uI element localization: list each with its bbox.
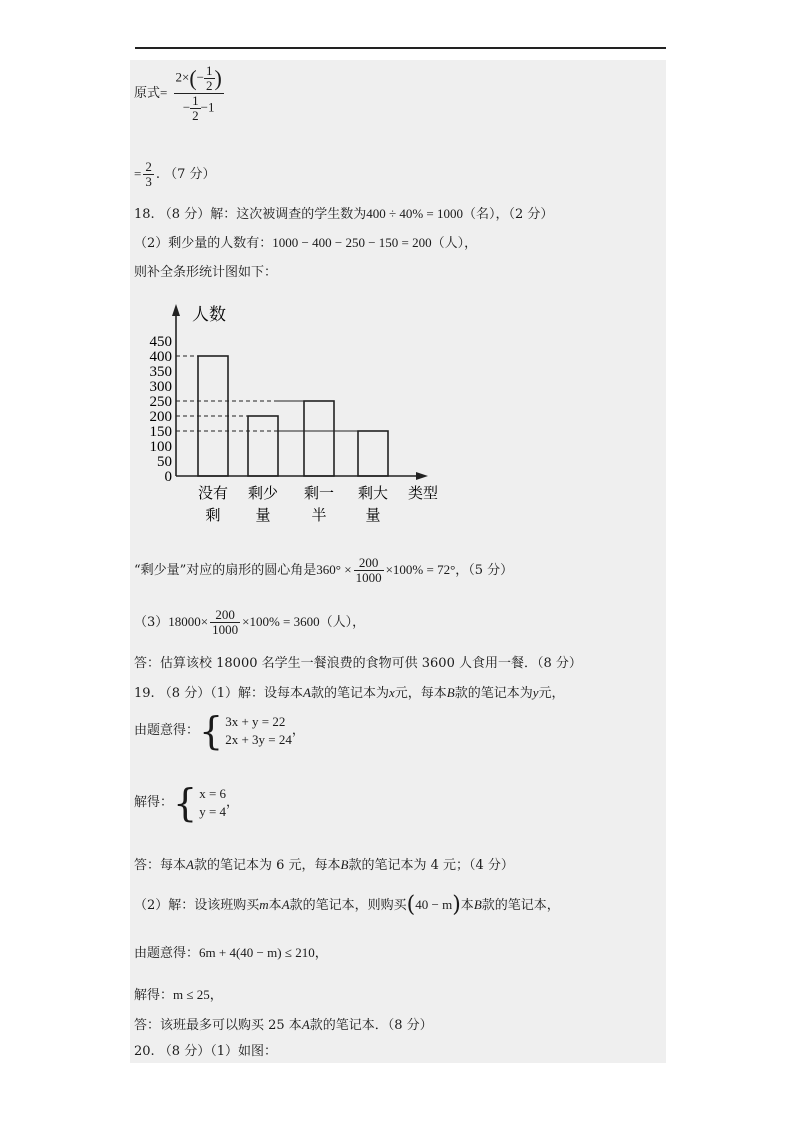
q18-l1-tail: （名），（2 分） xyxy=(463,207,554,222)
q17-res-num: 2 xyxy=(145,159,152,174)
y-tick-label: 400 xyxy=(149,349,172,365)
q17-inner-fraction xyxy=(204,64,215,93)
q18-l5-m1: 18000× xyxy=(168,614,209,629)
q19-l7-tail: ， xyxy=(209,988,223,1003)
q19-sys2-tail: ， xyxy=(226,795,240,810)
q19-sys2-a: x = 6 xyxy=(199,786,227,801)
bar xyxy=(304,401,334,476)
q17-res-eq: = xyxy=(134,166,142,181)
q19-system1-brace: { xyxy=(199,709,224,753)
q19-line-6 xyxy=(134,944,328,963)
x-tick-label: 没有 xyxy=(197,486,229,502)
q19-l5-m: m xyxy=(259,897,269,912)
q17-num-text: 2× xyxy=(175,69,190,85)
q17-inner-num: 1 xyxy=(206,63,213,78)
q19-l4-text: 答：每本 xyxy=(134,858,187,873)
q19-sys1-b: 2x + 3y = 24 xyxy=(225,732,292,747)
q19-line-5: （2）解：设该班购买m本A款的笔记本，则购买(40 − m)本B款的笔记本， xyxy=(134,892,560,918)
q19-l8-text: 答：该班最多可以购买 25 本 xyxy=(134,1018,302,1033)
q19-line-8 xyxy=(134,1016,433,1035)
q19-l5-tail: 款的笔记本， xyxy=(481,898,560,913)
q18-l5-m2: ×100% = 3600 xyxy=(242,614,320,629)
q17-den-den: 2 xyxy=(192,108,199,123)
y-tick-label: 450 xyxy=(149,334,172,350)
x-tick-label: 剩一 xyxy=(303,486,335,502)
q17-den-num: 1 xyxy=(192,93,199,108)
x-tick-label: 剩少 xyxy=(247,486,279,502)
q19-l1-y: y xyxy=(532,685,539,700)
q19-l1-mid: 款的笔记本为 xyxy=(310,686,389,701)
q17-result xyxy=(134,160,216,189)
x-tick-label: 剩 xyxy=(205,508,221,524)
q19-system1 xyxy=(225,713,292,749)
x-tick-label: 半 xyxy=(311,508,327,524)
y-axis-arrow xyxy=(172,304,180,316)
q18-line-3 xyxy=(134,264,277,282)
q18-l4-text: “剩少量”对应的扇形的圆心角是 xyxy=(134,563,317,578)
q18-l4-fraction xyxy=(354,556,384,585)
y-tick-label: 250 xyxy=(149,394,172,410)
q19-sys1-a: 3x + y = 22 xyxy=(225,714,286,729)
q19-l1-mid3: 款的笔记本为 xyxy=(454,686,533,701)
y-tick-label: 50 xyxy=(157,454,172,470)
q17-main-denominator xyxy=(174,94,224,123)
x-axis-label: 类型 xyxy=(408,486,439,502)
q17-main-fraction xyxy=(174,64,224,123)
q19-line-2 xyxy=(134,709,305,753)
bar xyxy=(248,416,278,476)
q18-l4-den: 1000 xyxy=(355,570,382,585)
q17-lead: 原式 xyxy=(134,86,161,101)
q18-l4-m2: ×100% = 72° xyxy=(385,562,456,577)
q19-l4-A: A xyxy=(186,857,194,872)
y-tick-label: 150 xyxy=(149,424,172,440)
q20-line-1 xyxy=(134,1043,277,1061)
q18-l2-tail: （人）， xyxy=(431,236,478,251)
q19-l7-text: 解得： xyxy=(134,988,174,1003)
q19-l5-expr: 40 − m xyxy=(415,897,453,912)
q18-line-1 xyxy=(134,205,553,224)
q17-den-tail: −1 xyxy=(200,99,215,115)
q19-l1-text: 19. （8 分）（1）解：设每本 xyxy=(134,686,303,701)
q18-l2-text: （2）剩少量的人数有： xyxy=(134,236,273,251)
q17-den-minus: − xyxy=(182,99,191,115)
q19-l6-text: 由题意得： xyxy=(134,946,200,961)
y-tick-label: 0 xyxy=(164,469,172,485)
q19-line-7 xyxy=(134,986,223,1005)
q19-l1-x: x xyxy=(388,685,395,700)
q19-l4-B: B xyxy=(340,857,349,872)
q19-l7-math: m ≤ 25 xyxy=(173,987,210,1002)
q19-l5-B: B xyxy=(473,897,482,912)
q19-system2 xyxy=(199,785,226,821)
header-rule xyxy=(135,47,666,49)
q17-res-fraction xyxy=(143,160,154,189)
q19-l5-text: （2）解：设该班购买 xyxy=(134,898,260,913)
q19-l4-tail: 款的笔记本为 4 元；（4 分） xyxy=(348,858,514,873)
q19-line-1 xyxy=(134,684,565,703)
q19-l8-A: A xyxy=(301,1017,310,1032)
y-tick-label: 200 xyxy=(149,409,172,425)
q18-line-5 xyxy=(134,608,365,637)
q19-l1-A: A xyxy=(302,685,311,700)
q18-line-6 xyxy=(134,655,582,673)
q19-l6-tail: ， xyxy=(314,946,328,961)
q18-l2-math: 1000 − 400 − 250 − 150 = 200 xyxy=(272,235,432,250)
q18-l5-text: （3） xyxy=(134,615,169,630)
q19-l3-text: 解得： xyxy=(134,795,174,810)
y-tick-label: 350 xyxy=(149,364,172,380)
x-tick-label: 剩大 xyxy=(357,486,389,502)
q19-l4-mid: 款的笔记本为 6 元，每本 xyxy=(193,858,341,873)
q19-l2-text: 由题意得： xyxy=(134,723,200,738)
q19-system2-brace: { xyxy=(173,781,198,825)
q19-l1-B: B xyxy=(446,685,455,700)
y-tick-label: 100 xyxy=(149,439,172,455)
q19-l1-tail: 元， xyxy=(538,686,565,701)
x-tick-label: 量 xyxy=(255,508,271,524)
q18-l4-tail: ，（5 分） xyxy=(455,563,514,578)
q18-l4-m1: 360° × xyxy=(316,562,352,577)
q17-inner-den: 2 xyxy=(206,78,213,93)
q17-den-fraction xyxy=(190,94,201,123)
y-axis-label: 人数 xyxy=(192,305,226,324)
q19-l5-mid3: 本 xyxy=(460,898,474,913)
q19-l5-mid: 本 xyxy=(268,898,282,913)
q19-line-3 xyxy=(134,781,240,825)
q19-sys2-b: y = 4 xyxy=(199,804,227,819)
y-tick-label: 300 xyxy=(149,379,172,395)
q19-l6-math: 6m + 4(40 − m) ≤ 210 xyxy=(199,945,315,960)
bar-chart xyxy=(140,296,450,532)
q19-l5-A: A xyxy=(281,897,290,912)
q17-main-numerator: 2×(− $\frac{1}{2}$ ) xyxy=(175,63,222,93)
q18-l1-math: 400 ÷ 40% = 1000 xyxy=(366,206,464,221)
q19-line-4 xyxy=(134,856,514,875)
q19-l8-tail: 款的笔记本．（8 分） xyxy=(309,1018,433,1033)
q17-res-tail: . （7 分） xyxy=(155,167,216,182)
q19-l5-mid2: 款的笔记本，则购买 xyxy=(289,898,407,913)
q18-l1-text: 18. （8 分）解：这次被调查的学生数为 xyxy=(134,207,367,222)
q17-expression xyxy=(134,64,226,123)
q18-l5-fraction xyxy=(210,608,240,637)
x-axis-arrow xyxy=(416,472,428,480)
q18-l5-num: 200 xyxy=(210,608,240,623)
bar xyxy=(358,431,388,476)
q18-l5-den: 1000 xyxy=(212,622,239,637)
q19-l1-mid2: 元，每本 xyxy=(394,686,447,701)
q18-l3-text: 则补全条形统计图如下： xyxy=(134,265,278,280)
q20-l1-text: 20. （8 分）（1）如图： xyxy=(134,1044,277,1059)
q18-l6-text: 答：估算该校 18000 名学生一餐浪费的食物可供 3600 人食用一餐．（8 分） xyxy=(134,656,582,671)
q18-line-4 xyxy=(134,556,513,585)
q19-sys1-tail: ， xyxy=(291,723,305,738)
q18-line-2 xyxy=(134,234,477,253)
q18-l4-num: 200 xyxy=(354,556,384,571)
x-tick-label: 量 xyxy=(365,508,381,524)
q17-eq: = xyxy=(160,85,168,100)
q18-l5-tail: （人）， xyxy=(319,615,366,630)
q17-res-den: 3 xyxy=(145,174,152,189)
